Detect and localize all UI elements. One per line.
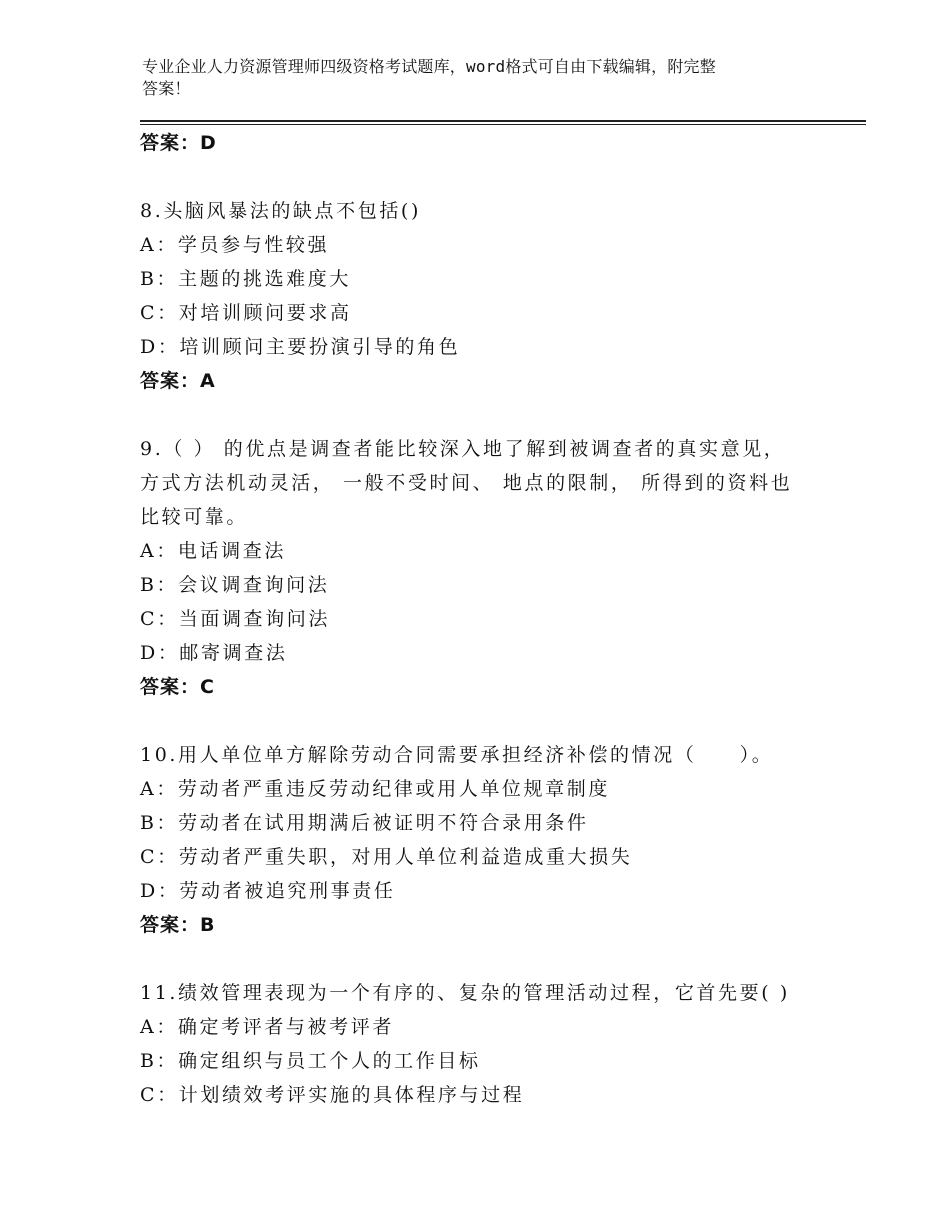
question-stem-line-1: 9.（ ） 的优点是调查者能比较深入地了解到被调查者的真实意见， (140, 438, 786, 460)
option-a: A：学员参与性较强 (140, 234, 330, 256)
header-divider-thin (140, 124, 866, 125)
option-b: B：确定组织与员工个人的工作目标 (140, 1050, 481, 1072)
question-stem: 10.用人单位单方解除劳动合同需要承担经济补偿的情况（ ）。 (140, 744, 774, 766)
question-stem-line-3: 比较可靠。 (140, 506, 249, 528)
question-list (140, 126, 820, 1112)
question-10 (140, 738, 820, 942)
answer-line: 答案：A (140, 370, 216, 392)
question-9 (140, 432, 820, 704)
document-header (142, 56, 822, 100)
option-d: D：邮寄调查法 (140, 642, 288, 664)
option-c: C：计划绩效考评实施的具体程序与过程 (140, 1084, 525, 1106)
option-d: D：劳动者被追究刑事责任 (140, 880, 396, 902)
question-stem-line-2: 方式方法机动灵活， 一般不受时间、 地点的限制， 所得到的资料也 (140, 472, 793, 494)
option-a: A：确定考评者与被考评者 (140, 1016, 394, 1038)
answer-line: 答案：D (140, 132, 217, 154)
option-c: C：劳动者严重失职，对用人单位利益造成重大损失 (140, 846, 633, 868)
header-line-1: 专业企业人力资源管理师四级资格考试题库，word格式可自由下载编辑，附完整 (142, 57, 716, 76)
option-b: B：劳动者在试用期满后被证明不符合录用条件 (140, 812, 589, 834)
option-b: B：会议调查询问法 (140, 574, 330, 596)
question-stem: 11.绩效管理表现为一个有序的、复杂的管理活动过程，它首先要( ) (140, 982, 790, 1004)
option-d: D：培训顾问主要扮演引导的角色 (140, 336, 461, 358)
question-11 (140, 976, 820, 1112)
question-8 (140, 194, 820, 398)
option-c: C：当面调查询问法 (140, 608, 330, 630)
question-stem: 8.头脑风暴法的缺点不包括() (140, 200, 421, 222)
option-a: A：劳动者严重违反劳动纪律或用人单位规章制度 (140, 778, 610, 800)
header-line-2: 答案！ (142, 79, 191, 98)
answer-line: 答案：C (140, 676, 215, 698)
option-b: B：主题的挑选难度大 (140, 268, 351, 290)
option-c: C：对培训顾问要求高 (140, 302, 352, 324)
header-divider-thick (140, 120, 866, 122)
option-a: A：电话调查法 (140, 540, 286, 562)
answer-line: 答案：B (140, 914, 216, 936)
